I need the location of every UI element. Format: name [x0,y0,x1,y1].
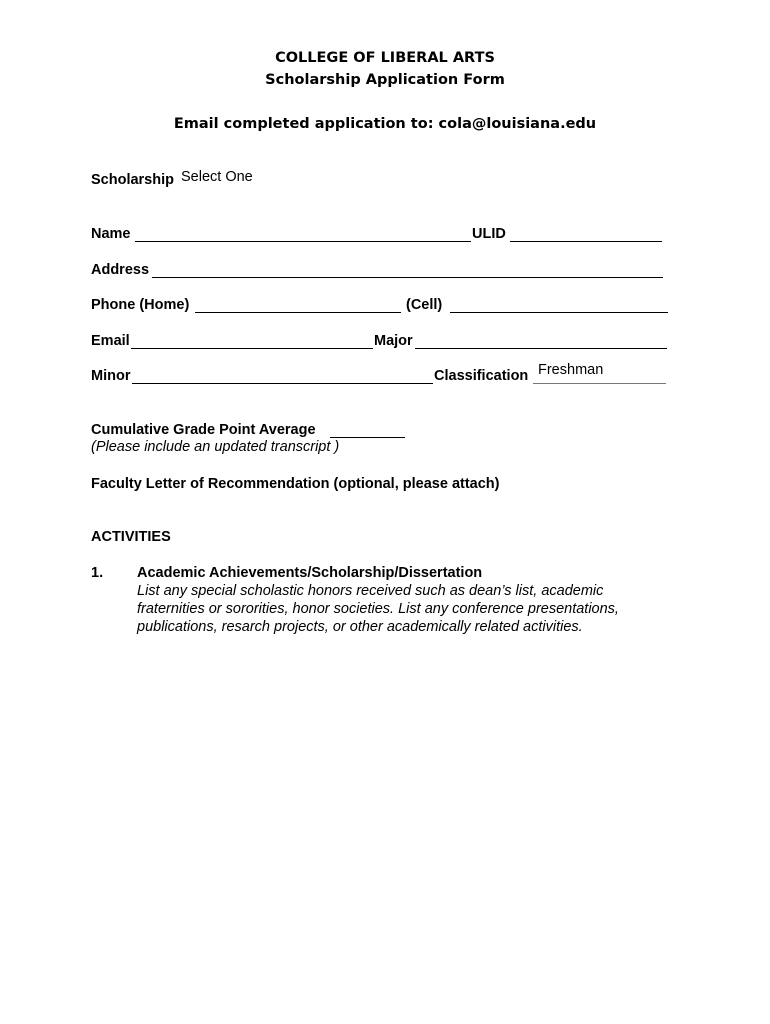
email-instruction: Email completed application to: cola@louisiana.edu [173,116,597,132]
major-label: Major [374,333,413,349]
gpa-label: Cumulative Grade Point Average [91,422,316,438]
address-label: Address [91,262,150,278]
gpa-field[interactable] [330,422,405,438]
cell-label: (Cell) [406,297,443,313]
phone-home-field[interactable] [195,297,401,313]
major-field[interactable] [415,333,667,349]
activity-description-line: fraternities or sororities, honor societies. List any conference presentations, [137,601,619,617]
minor-field[interactable] [132,368,433,384]
scholarship-select[interactable]: Select One [181,169,253,185]
email-field[interactable] [131,333,373,349]
activity-number: 1. [91,565,104,581]
minor-label: Minor [91,368,131,384]
name-label: Name [91,226,131,242]
college-title: COLLEGE OF LIBERAL ARTS [275,50,495,66]
classification-select[interactable]: Freshman [538,362,604,378]
ulid-label: ULID [472,226,506,242]
scholarship-label: Scholarship [91,172,174,188]
classification-label: Classification [434,368,529,384]
email-label: Email [91,333,130,349]
phone-home-label: Phone (Home) [91,297,190,313]
ulid-field[interactable] [510,226,662,242]
gpa-note: (Please include an updated transcript ) [91,439,340,455]
activity-description-line: List any special scholastic honors received such as dean’s list, academic [137,583,604,599]
cell-field[interactable] [450,297,668,313]
name-field[interactable] [135,226,471,242]
activities-heading: ACTIVITIES [91,529,171,545]
address-field[interactable] [152,262,663,278]
activity-title: Academic Achievements/Scholarship/Dissertation [137,565,483,581]
recommendation-label: Faculty Letter of Recommendation (optional, please attach) [91,476,500,492]
form-title: Scholarship Application Form [265,72,505,88]
activity-description-line: publications, resarch projects, or other academically related activities. [137,619,583,635]
